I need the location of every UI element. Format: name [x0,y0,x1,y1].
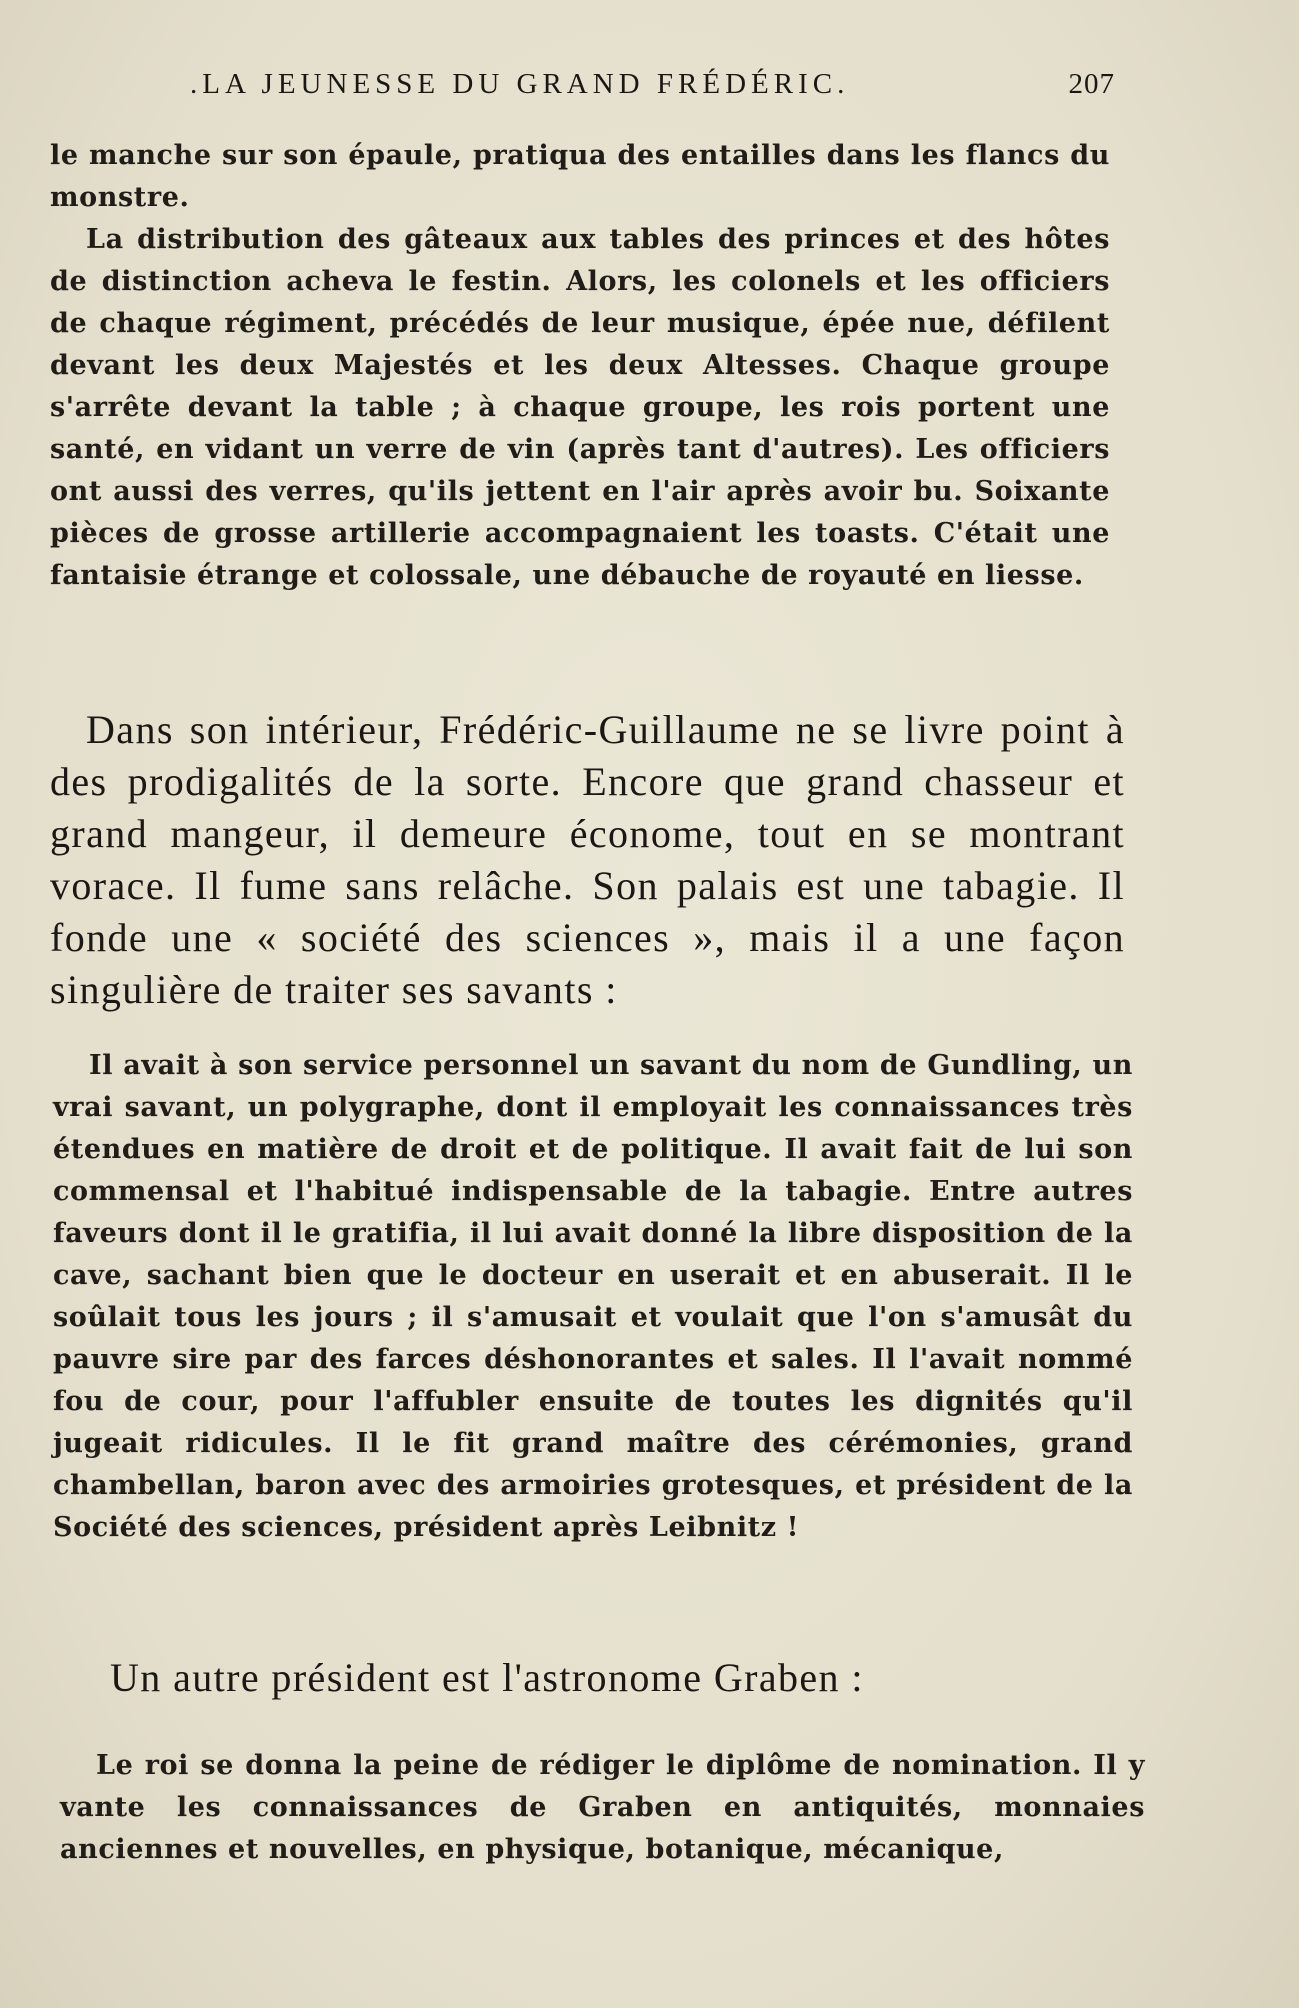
body-paragraph-text: Un autre président est l'astronome Graben : [110,1655,864,1700]
quoted-passage-festin [50,135,1110,597]
quoted-passage-gundling [53,1045,1133,1549]
quoted-paragraph-distribution: La distribution des gâteaux aux tables des princes et des hôtes de distinction acheva le festin. Alors, les colonels et les officiers de chaque régiment, précédés de leur musique, épée nue, défilent devant les deux Majestés et les deux Altesses. Chaque groupe s'arrête devant la table ; à chaque groupe, les rois portent une santé, en vidant un verre de vin (après tant d'autres). Les officiers ont aussi des verres, qu'ils jettent en l'air après avoir bu. Soixante pièces de grosse artillerie accompagnaient les toasts. C'était une fantaisie étrange et colossale, une débauche de royauté en liesse. [50,224,1110,591]
quoted-paragraph-continuation: le manche sur son épaule, pratiqua des entailles dans les flancs du monstre. [50,140,1110,213]
page-number: 207 [1068,68,1115,100]
quoted-paragraph-text: Le roi se donna la peine de rédiger le diplôme de nomination. Il y vante les connaissances de Graben en antiquités, monnaies anciennes et nouvelles, en physique, botanique, mécanique, [60,1750,1145,1865]
quoted-passage-diplome [60,1745,1145,1871]
body-paragraph-graben [110,1652,1130,1704]
body-paragraph-text: Dans son intérieur, Frédéric-Guillaume ne se livre point à des prodigalités de la sorte. Encore que grand chasseur et grand mangeur, il demeure économe, tout en se montrant vorace. Il fume sans relâche. Son palais est une tabagie. Il fonde une « société des sciences », mais il a une façon singulière de traiter ses savants : [50,707,1125,1012]
running-title: .LA JEUNESSE DU GRAND FRÉDÉRIC. [190,68,850,100]
page-header [190,68,1115,108]
quoted-paragraph-text: Il avait à son service personnel un savant du nom de Gundling, un vrai savant, un polygraphe, dont il employait les connaissances très étendues en matière de droit et de politique. Il avait fait de lui son commensal et l'habitué indispensable de la tabagie. Entre autres faveurs dont il le gratifia, il lui avait donné la libre disposition de la cave, sachant bien que le docteur en userait et en abuserait. Il le soûlait tous les jours ; il s'amusait et voulait que l'on s'amusât du pauvre sire par des farces déshonorantes et sales. Il l'avait nommé fou de cour, pour l'affubler ensuite de toutes les dignités qu'il jugeait ridicules. Il le fit grand maître des cérémonies, grand chambellan, baron avec des armoiries grotesques, et président de la Société des sciences, président après Leibnitz ! [53,1050,1133,1543]
body-paragraph-interieur [50,704,1125,1016]
